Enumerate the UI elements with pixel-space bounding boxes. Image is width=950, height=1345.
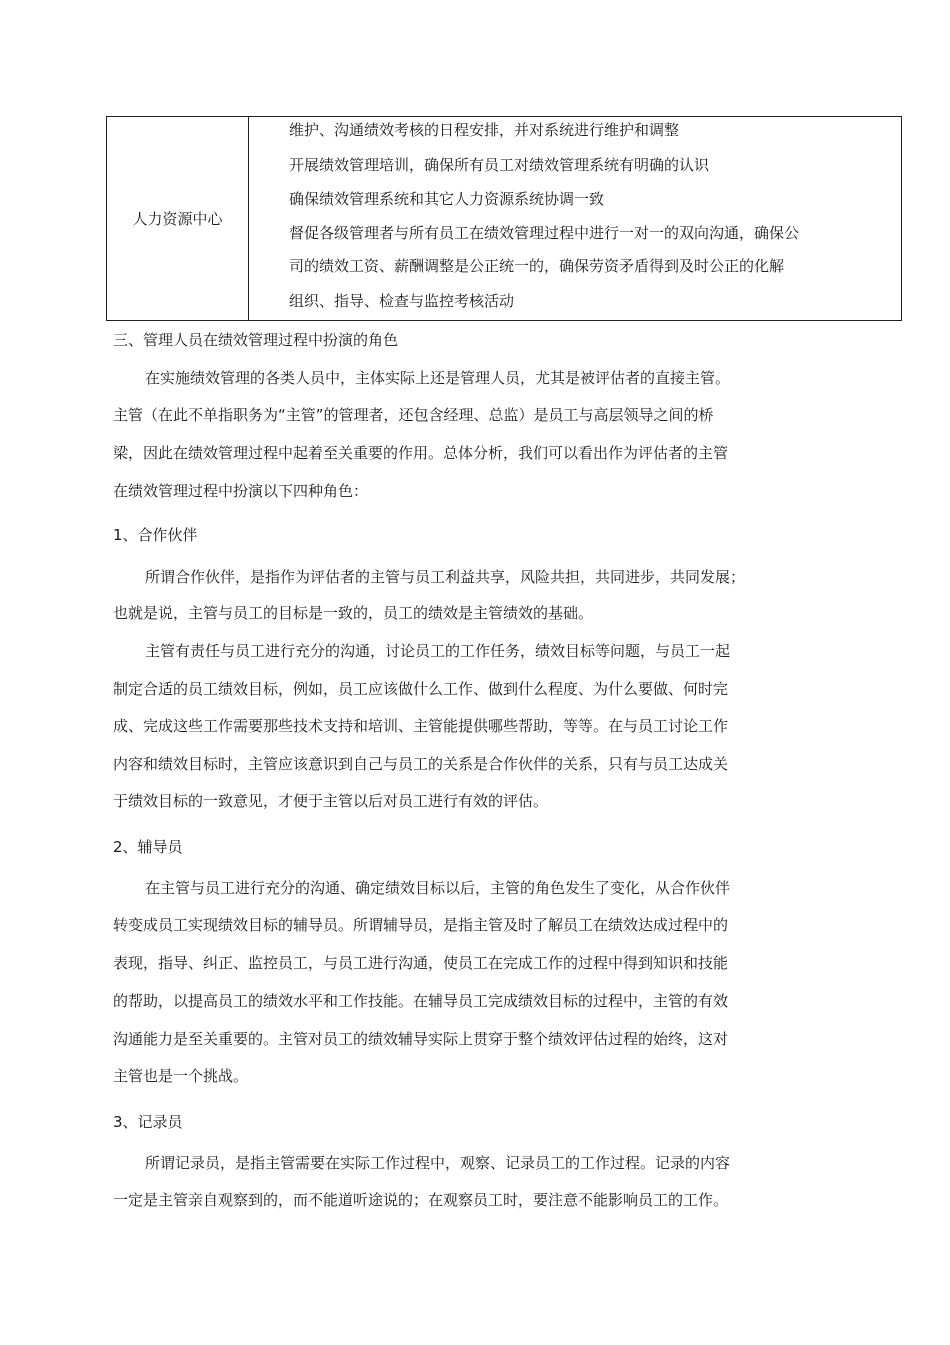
- paragraph-line: 所谓记录员，是指主管需要在实际工作过程中，观察、记录员工的工作过程。记录的内容: [145, 1154, 731, 1172]
- duties-cell: [249, 117, 902, 321]
- paragraph-line: 转变成员工实现绩效目标的辅导员。所谓辅导员，是指主管及时了解员工在绩效达成过程中的: [113, 916, 729, 934]
- paragraph-line: 在实施绩效管理的各类人员中，主体实际上还是管理人员，尤其是被评估者的直接主管。: [145, 369, 731, 387]
- paragraph-line: 表现，指导、纠正、监控员工，与员工进行沟通，使员工在完成工作的过程中得到知识和技能: [113, 954, 729, 972]
- duty-item: 督促各级管理者与所有员工在绩效管理过程中进行一对一的双向沟通，确保公: [289, 224, 800, 242]
- responsibility-table: [106, 116, 902, 321]
- duty-item: 维护、沟通绩效考核的日程安排，并对系统进行维护和调整: [289, 121, 680, 139]
- paragraph-line: 在绩效管理过程中扮演以下四种角色：: [113, 482, 369, 500]
- duty-item: 组织、指导、检查与监控考核活动: [289, 292, 515, 310]
- paragraph-line: 主管有责任与员工进行充分的沟通，讨论员工的工作任务，绩效目标等问题，与员工一起: [145, 642, 731, 660]
- duty-item: 开展绩效管理培训，确保所有员工对绩效管理系统有明确的认识: [289, 156, 710, 174]
- paragraph-line: 于绩效目标的一致意见，才便于主管以后对员工进行有效的评估。: [113, 792, 549, 810]
- paragraph-line: 沟通能力是至关重要的。主管对员工的绩效辅导实际上贯穿于整个绩效评估过程的始终，这对: [113, 1030, 729, 1048]
- paragraph-line: 的帮助，以提高员工的绩效水平和工作技能。在辅导员工完成绩效目标的过程中，主管的有效: [113, 992, 729, 1010]
- role-heading: 3、记录员: [113, 1113, 183, 1131]
- paragraph-line: 所谓合作伙伴，是指作为评估者的主管与员工利益共享，风险共担，共同进步，共同发展；: [145, 568, 746, 586]
- paragraph-line: 成、完成这些工作需要那些技术支持和培训、主管能提供哪些帮助，等等。在与员工讨论工作: [113, 717, 729, 735]
- paragraph-line: 梁，因此在绩效管理过程中起着至关重要的作用。总体分析，我们可以看出作为评估者的主管: [113, 444, 729, 462]
- paragraph-line: 制定合适的员工绩效目标，例如，员工应该做什么工作、做到什么程度、为什么要做、何时完: [113, 680, 729, 698]
- table-row: [107, 117, 902, 321]
- duty-item: 司的绩效工资、薪酬调整是公正统一的，确保劳资矛盾得到及时公正的化解: [289, 257, 785, 275]
- duty-item: 确保绩效管理系统和其它人力资源系统协调一致: [289, 190, 605, 208]
- section-heading: 三、管理人员在绩效管理过程中扮演的角色: [113, 331, 399, 349]
- paragraph-line: 主管也是一个挑战。: [113, 1067, 249, 1085]
- department-cell: 人力资源中心: [107, 117, 249, 321]
- paragraph-line: 在主管与员工进行充分的沟通、确定绩效目标以后，主管的角色发生了变化，从合作伙伴: [145, 879, 731, 897]
- role-heading: 1、合作伙伴: [113, 526, 198, 544]
- paragraph-line: 内容和绩效目标时，主管应该意识到自己与员工的关系是合作伙伴的关系，只有与员工达成关: [113, 755, 729, 773]
- paragraph-line: 也就是说，主管与员工的目标是一致的，员工的绩效是主管绩效的基础。: [113, 604, 594, 622]
- paragraph-line: 一定是主管亲自观察到的，而不能道听途说的；在观察员工时，要注意不能影响员工的工作。: [113, 1191, 729, 1209]
- paragraph-line: 主管（在此不单指职务为“主管”的管理者，还包含经理、总监）是员工与高层领导之间的桥: [113, 406, 714, 424]
- role-heading: 2、辅导员: [113, 838, 183, 856]
